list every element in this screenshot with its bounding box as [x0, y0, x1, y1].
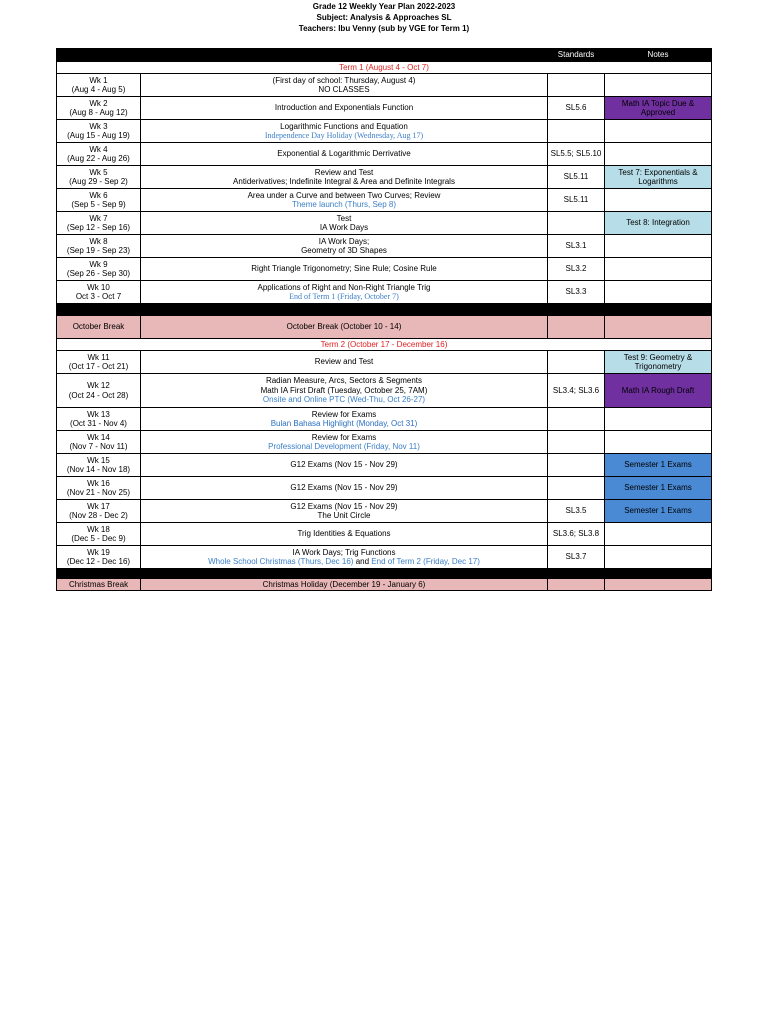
topic-line: Trig Identities & Equations	[297, 529, 391, 539]
topic-line: Math IA First Draft (Tuesday, October 25, 7AM)	[260, 385, 428, 395]
term1-label: Term 1 (August 4 - Oct 7)	[57, 62, 712, 74]
week-cell	[57, 258, 141, 281]
year-plan-table	[56, 48, 712, 591]
separator-cell	[57, 569, 712, 579]
notes-cell	[605, 74, 712, 97]
standards-cell: SL5.6	[548, 97, 605, 120]
topic-line: Applications of Right and Non-Right Triangle Trig	[257, 282, 431, 292]
subject-line: Subject: Analysis & Approaches SL	[316, 13, 452, 22]
week-cell	[57, 143, 141, 166]
week-dates: (Sep 5 - Sep 9)	[71, 200, 126, 209]
topic-line: The Unit Circle	[317, 511, 371, 520]
notes-cell: Semester 1 Exams	[605, 500, 712, 523]
header-cell-topic	[141, 49, 548, 62]
week-cell	[57, 166, 141, 189]
week-cell	[57, 546, 141, 569]
topic-cell	[141, 235, 548, 258]
standards-cell	[548, 74, 605, 97]
topic-line: Exponential & Logarithmic Derrivative	[277, 149, 411, 159]
standards-cell	[548, 316, 605, 339]
week-label: Wk 12	[87, 381, 110, 390]
standards-cell	[548, 579, 605, 591]
event-line: Onsite and Online PTC (Wed-Thu, Oct 26-27)	[262, 395, 426, 405]
week-cell	[57, 477, 141, 500]
week-label: Wk 2	[89, 98, 108, 108]
notes-cell: Semester 1 Exams	[605, 454, 712, 477]
week-dates: (Aug 29 - Sep 2)	[69, 177, 128, 186]
topic-cell	[141, 477, 548, 500]
week-row	[57, 120, 712, 143]
notes-cell: Math IA Topic Due & Approved	[605, 97, 712, 120]
table-header-row	[57, 49, 712, 62]
topic-line: Introduction and Exponentials Function	[274, 103, 414, 113]
week-row	[57, 189, 712, 212]
notes-cell	[605, 120, 712, 143]
week-cell	[57, 454, 141, 477]
topic-cell	[141, 166, 548, 189]
week-cell	[57, 431, 141, 454]
separator-row	[57, 569, 712, 579]
topic-line: NO CLASSES	[318, 85, 370, 94]
week-cell	[57, 523, 141, 546]
topic-cell	[141, 546, 548, 569]
event-line: Professional Development (Friday, Nov 11)	[268, 442, 420, 451]
notes-cell: Test 7: Exponentials & Logarithms	[605, 166, 712, 189]
week-cell	[57, 97, 141, 120]
topic-cell	[141, 408, 548, 431]
topic-cell	[141, 500, 548, 523]
week-dates: (Sep 12 - Sep 16)	[66, 223, 131, 232]
week-label: Wk 17	[87, 501, 110, 511]
teachers-line: Teachers: Ibu Venny (sub by VGE for Term 1)	[298, 24, 470, 33]
notes-cell	[605, 143, 712, 166]
week-dates: Oct 3 - Oct 7	[75, 292, 122, 301]
week-row	[57, 454, 712, 477]
notes-cell	[605, 523, 712, 546]
term2-label: Term 2 (October 17 - December 16)	[57, 339, 712, 351]
standards-cell: SL3.7	[548, 546, 605, 569]
standards-cell: SL3.2	[548, 258, 605, 281]
topic-cell	[141, 281, 548, 304]
notes-cell	[605, 431, 712, 454]
week-row	[57, 97, 712, 120]
term-row	[57, 62, 712, 74]
header-cell-notes: Notes	[605, 49, 712, 62]
topic-cell	[141, 212, 548, 235]
topic-cell	[141, 431, 548, 454]
week-row	[57, 374, 712, 408]
topic-line: G12 Exams (Nov 15 - Nov 29)	[290, 483, 398, 493]
topic-line: G12 Exams (Nov 15 - Nov 29)	[290, 460, 398, 470]
standards-cell: SL3.1	[548, 235, 605, 258]
week-row	[57, 212, 712, 235]
week-label: Wk 18	[87, 524, 110, 534]
week-row	[57, 281, 712, 304]
october-break-row	[57, 316, 712, 339]
week-label: Wk 15	[87, 455, 110, 465]
week-cell	[57, 120, 141, 143]
week-label: Wk 7	[89, 213, 108, 223]
break-label: October Break	[57, 316, 141, 339]
standards-cell: SL5.11	[548, 166, 605, 189]
week-cell	[57, 74, 141, 97]
topic-line: Radian Measure, Arcs, Sectors & Segments	[265, 376, 423, 386]
standards-cell	[548, 212, 605, 235]
event-line	[143, 557, 545, 567]
topic-line: IA Work Days;	[318, 236, 370, 246]
week-row	[57, 477, 712, 500]
separator-row	[57, 304, 712, 316]
week-dates: (Sep 26 - Sep 30)	[66, 269, 131, 278]
week-dates: (Aug 8 - Aug 12)	[69, 108, 128, 117]
week-cell	[57, 351, 141, 374]
week-label: Wk 6	[89, 190, 108, 200]
week-dates: (Nov 28 - Dec 2)	[69, 511, 128, 520]
standards-cell	[548, 431, 605, 454]
week-dates: (Oct 24 - Oct 28)	[68, 390, 129, 400]
topic-line: Geometry of 3D Shapes	[301, 246, 387, 255]
notes-cell: Test 8: Integration	[605, 212, 712, 235]
standards-cell	[548, 454, 605, 477]
week-label: Wk 10	[87, 282, 110, 292]
standards-cell	[548, 408, 605, 431]
week-cell	[57, 500, 141, 523]
week-label: Wk 19	[87, 547, 110, 557]
event-text: End of Term 2 (Friday, Dec 17)	[371, 557, 480, 566]
notes-cell	[605, 235, 712, 258]
week-row	[57, 408, 712, 431]
week-dates: (Oct 17 - Oct 21)	[68, 362, 129, 371]
week-cell	[57, 408, 141, 431]
week-row	[57, 258, 712, 281]
event-line: Independence Day Holiday (Wednesday, Aug 17)	[264, 131, 424, 140]
week-label: Wk 9	[89, 259, 108, 269]
week-label: Wk 11	[87, 352, 110, 362]
break-text: October Break (October 10 - 14)	[141, 316, 548, 339]
week-dates: (Sep 19 - Sep 23)	[66, 246, 131, 255]
week-label: Wk 13	[87, 409, 110, 419]
standards-cell	[548, 351, 605, 374]
topic-line: IA Work Days	[319, 223, 369, 232]
standards-cell: SL5.5; SL5.10	[548, 143, 605, 166]
standards-cell: SL3.4; SL3.6	[548, 374, 605, 408]
week-row	[57, 235, 712, 258]
standards-cell: SL3.3	[548, 281, 605, 304]
standards-cell: SL5.11	[548, 189, 605, 212]
break-label: Christmas Break	[57, 579, 141, 591]
topic-line: G12 Exams (Nov 15 - Nov 29)	[290, 501, 398, 511]
week-row	[57, 351, 712, 374]
week-dates: (Aug 15 - Aug 19)	[67, 131, 130, 140]
week-cell	[57, 212, 141, 235]
header-cell-standards: Standards	[548, 49, 605, 62]
topic-cell	[141, 120, 548, 143]
document-header	[0, 1, 768, 34]
term-row	[57, 339, 712, 351]
notes-cell: Test 9: Geometry & Trigonometry	[605, 351, 712, 374]
week-label: Wk 16	[87, 478, 110, 488]
standards-cell: SL3.5	[548, 500, 605, 523]
week-row	[57, 500, 712, 523]
topic-line: Test	[336, 213, 352, 223]
week-label: Wk 14	[87, 432, 110, 442]
topic-cell	[141, 258, 548, 281]
notes-cell	[605, 579, 712, 591]
week-label: Wk 4	[89, 144, 108, 154]
notes-cell: Semester 1 Exams	[605, 477, 712, 500]
topic-cell	[141, 189, 548, 212]
week-row	[57, 143, 712, 166]
topic-line: (First day of school: Thursday, August 4)	[272, 75, 416, 85]
week-cell	[57, 374, 141, 408]
standards-cell	[548, 120, 605, 143]
week-cell	[57, 189, 141, 212]
topic-line: Logarithmic Functions and Equation	[280, 121, 408, 131]
week-dates: (Dec 12 - Dec 16)	[66, 557, 131, 566]
notes-cell	[605, 281, 712, 304]
separator-cell	[57, 304, 712, 316]
topic-cell	[141, 454, 548, 477]
notes-cell	[605, 546, 712, 569]
week-label: Wk 8	[89, 236, 108, 246]
plan-title: Grade 12 Weekly Year Plan 2022-2023	[312, 2, 456, 11]
notes-cell	[605, 316, 712, 339]
christmas-break-row	[57, 579, 712, 591]
event-line: Theme launch (Thurs, Sep 8)	[291, 200, 397, 209]
week-row	[57, 74, 712, 97]
standards-cell: SL3.6; SL3.8	[548, 523, 605, 546]
topic-line: IA Work Days; Trig Functions	[292, 547, 396, 557]
week-dates: (Aug 22 - Aug 26)	[67, 154, 130, 163]
week-dates: (Dec 5 - Dec 9)	[71, 534, 126, 543]
week-row	[57, 431, 712, 454]
week-dates: (Aug 4 - Aug 5)	[71, 85, 126, 94]
topic-cell	[141, 351, 548, 374]
topic-line: Antiderivatives; Indefinite Integral & Area and Definite Integrals	[233, 177, 455, 186]
topic-line: Right Triangle Trigonometry; Sine Rule; Cosine Rule	[251, 264, 437, 274]
topic-line: Review and Test	[314, 167, 374, 177]
topic-cell	[141, 97, 548, 120]
event-line: Bulan Bahasa Highlight (Monday, Oct 31)	[270, 419, 418, 428]
topic-cell	[141, 143, 548, 166]
notes-cell	[605, 189, 712, 212]
header-cell-week	[57, 49, 141, 62]
week-row	[57, 523, 712, 546]
notes-cell	[605, 408, 712, 431]
week-cell	[57, 235, 141, 258]
topic-line: Review for Exams	[311, 432, 377, 442]
week-row	[57, 166, 712, 189]
week-dates: (Nov 21 - Nov 25)	[66, 488, 131, 497]
week-row	[57, 546, 712, 569]
topic-line: Area under a Curve and between Two Curves; Review	[247, 190, 441, 200]
event-text: Whole School Christmas (Thurs, Dec 16)	[208, 557, 354, 566]
topic-cell	[141, 523, 548, 546]
event-join: and	[355, 557, 370, 566]
topic-line: Review for Exams	[311, 409, 377, 419]
standards-cell	[548, 477, 605, 500]
week-dates: (Nov 14 - Nov 18)	[66, 465, 131, 474]
week-dates: (Nov 7 - Nov 11)	[69, 442, 128, 451]
week-cell	[57, 281, 141, 304]
week-label: Wk 1	[89, 75, 108, 85]
week-label: Wk 3	[89, 121, 108, 131]
break-text: Christmas Holiday (December 19 - January 6)	[141, 579, 548, 591]
week-label: Wk 5	[89, 167, 108, 177]
topic-cell	[141, 374, 548, 408]
notes-cell: Math IA Rough Draft	[605, 374, 712, 408]
topic-cell	[141, 74, 548, 97]
topic-line: Review and Test	[314, 357, 374, 367]
week-dates: (Oct 31 - Nov 4)	[70, 419, 127, 428]
event-line: End of Term 1 (Friday, October 7)	[289, 292, 399, 301]
notes-cell	[605, 258, 712, 281]
